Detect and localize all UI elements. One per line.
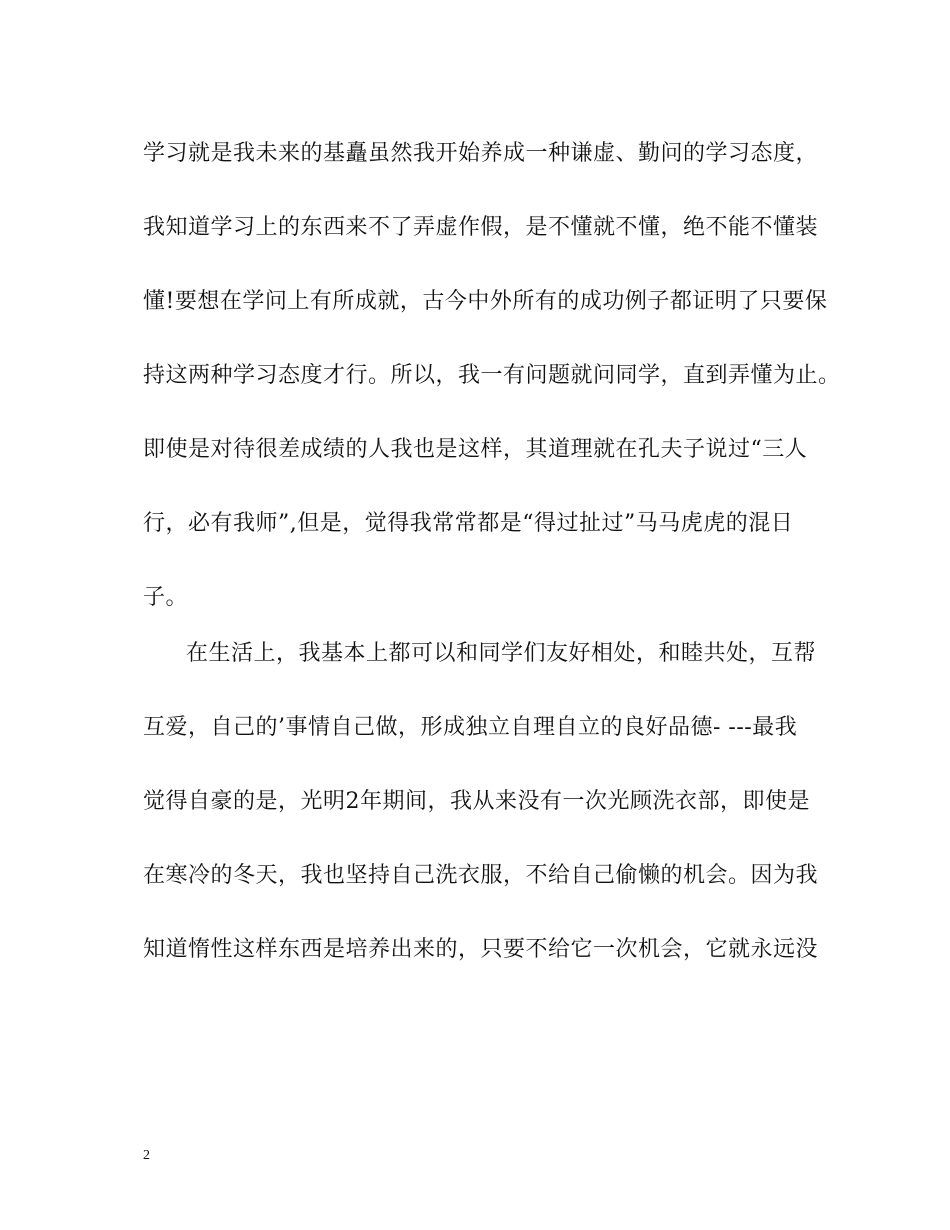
text-line-6: 行，必有我师”,但是，觉得我常常都是“得过扯过”马马虎虎的混日: [143, 511, 794, 536]
text-line-9: 互爱，自己的’事情自己做，形成独立自理自立的良好品德- ---最我: [143, 715, 798, 740]
page-number: 2: [143, 1148, 150, 1163]
text-line-4: 持这两种学习态度才行。所以，我一有问题就问同学，直到弄懂为止。: [143, 363, 841, 388]
text-line-2: 我知道学习上的东西来不了弄虚作假，是不懂就不懂，绝不能不懂装: [143, 215, 819, 240]
text-line-7: 子。: [143, 585, 189, 610]
text-line-12: 知道惰性这样东西是培养出来的，只要不给它一次机会，它就永远没: [143, 937, 819, 962]
text-line-11: 在寒冷的冬天，我也坚持自己洗衣服，不给自己偷懒的机会。因为我: [143, 863, 819, 888]
paragraph-2-first-line: 在生活上，我基本上都可以和同学们友好相处，和睦共处，互帮: [186, 641, 817, 666]
text-line-5: 即使是对待很差成绩的人我也是这样，其道理就在孔夫子说过“三人: [143, 437, 808, 462]
text-line-1: 学习就是我未来的基矗虽然我开始养成一种谦虚、勤问的学习态度，: [143, 141, 819, 166]
text-line-10: 觉得自豪的是，光明2年期间，我从来没有一次光顾洗衣部，即使是: [143, 789, 810, 814]
text-line-3: 懂!要想在学问上有所成就，古今中外所有的成功例子都证明了只要保: [143, 289, 828, 314]
